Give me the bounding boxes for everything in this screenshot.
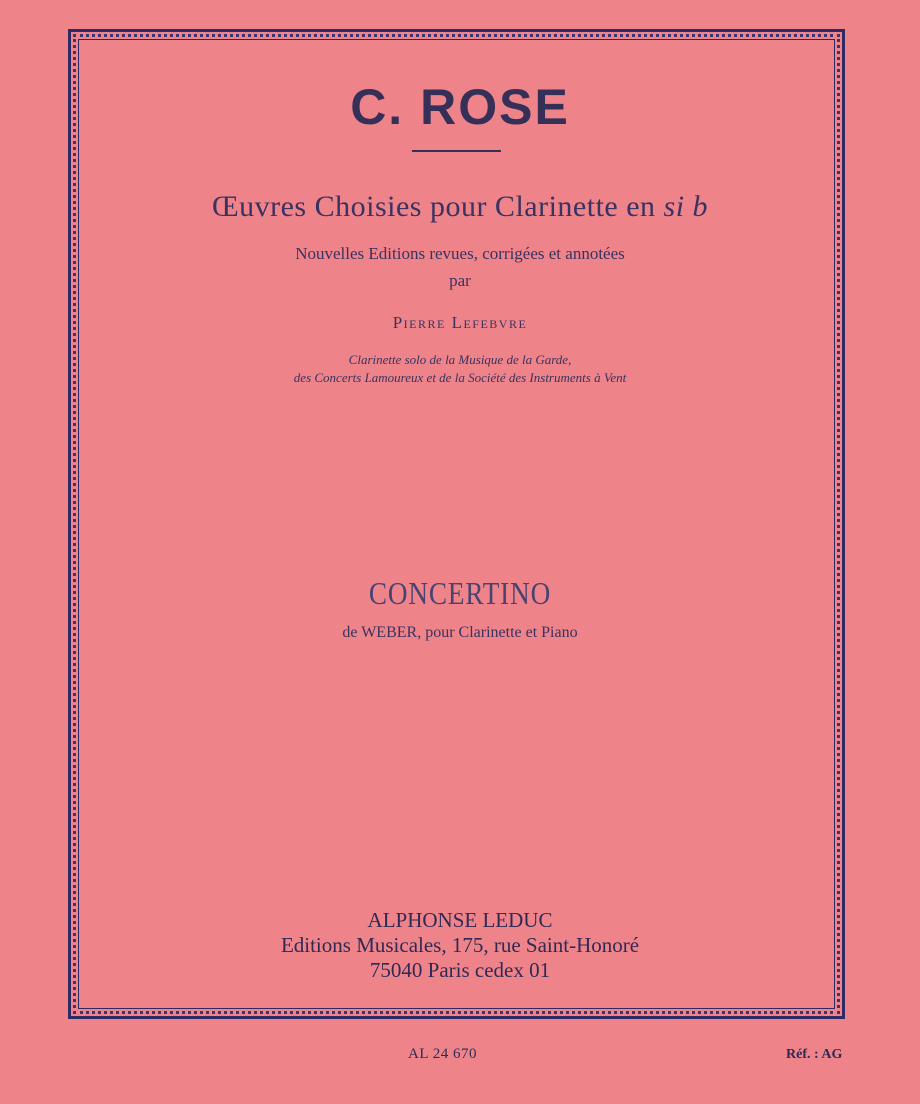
composer-name: C. ROSE	[350, 79, 570, 135]
by-label: par	[449, 271, 471, 290]
work-title: CONCERTINO	[368, 575, 552, 611]
reference-code: Réf. : AG	[786, 1047, 843, 1062]
title-rule	[412, 150, 501, 152]
series-title-main: Œuvres Choisies pour Clarinette en	[211, 190, 656, 223]
edition-subtitle: Nouvelles Editions revues, corrigées et annotées	[295, 244, 625, 263]
editor-name: Pierre Lefebvre	[392, 313, 528, 332]
catalog-number: AL 24 670	[408, 1046, 477, 1062]
editor-credit-line-2: des Concerts Lamoureux et de la Société des Instruments à Vent	[293, 370, 627, 385]
publisher-address: Editions Musicales, 175, rue Saint-Honoré	[280, 933, 640, 957]
editor-credit-line-1: Clarinette solo de la Musique de la Garde,	[348, 352, 572, 367]
work-subtitle: de WEBER, pour Clarinette et Piano	[342, 624, 578, 641]
series-title-key: si b	[663, 190, 709, 223]
series-title	[0, 190, 920, 224]
publisher-city: 75040 Paris cedex 01	[369, 958, 551, 982]
border-frame-inner	[78, 39, 835, 1009]
publisher-name: ALPHONSE LEDUC	[367, 908, 553, 932]
